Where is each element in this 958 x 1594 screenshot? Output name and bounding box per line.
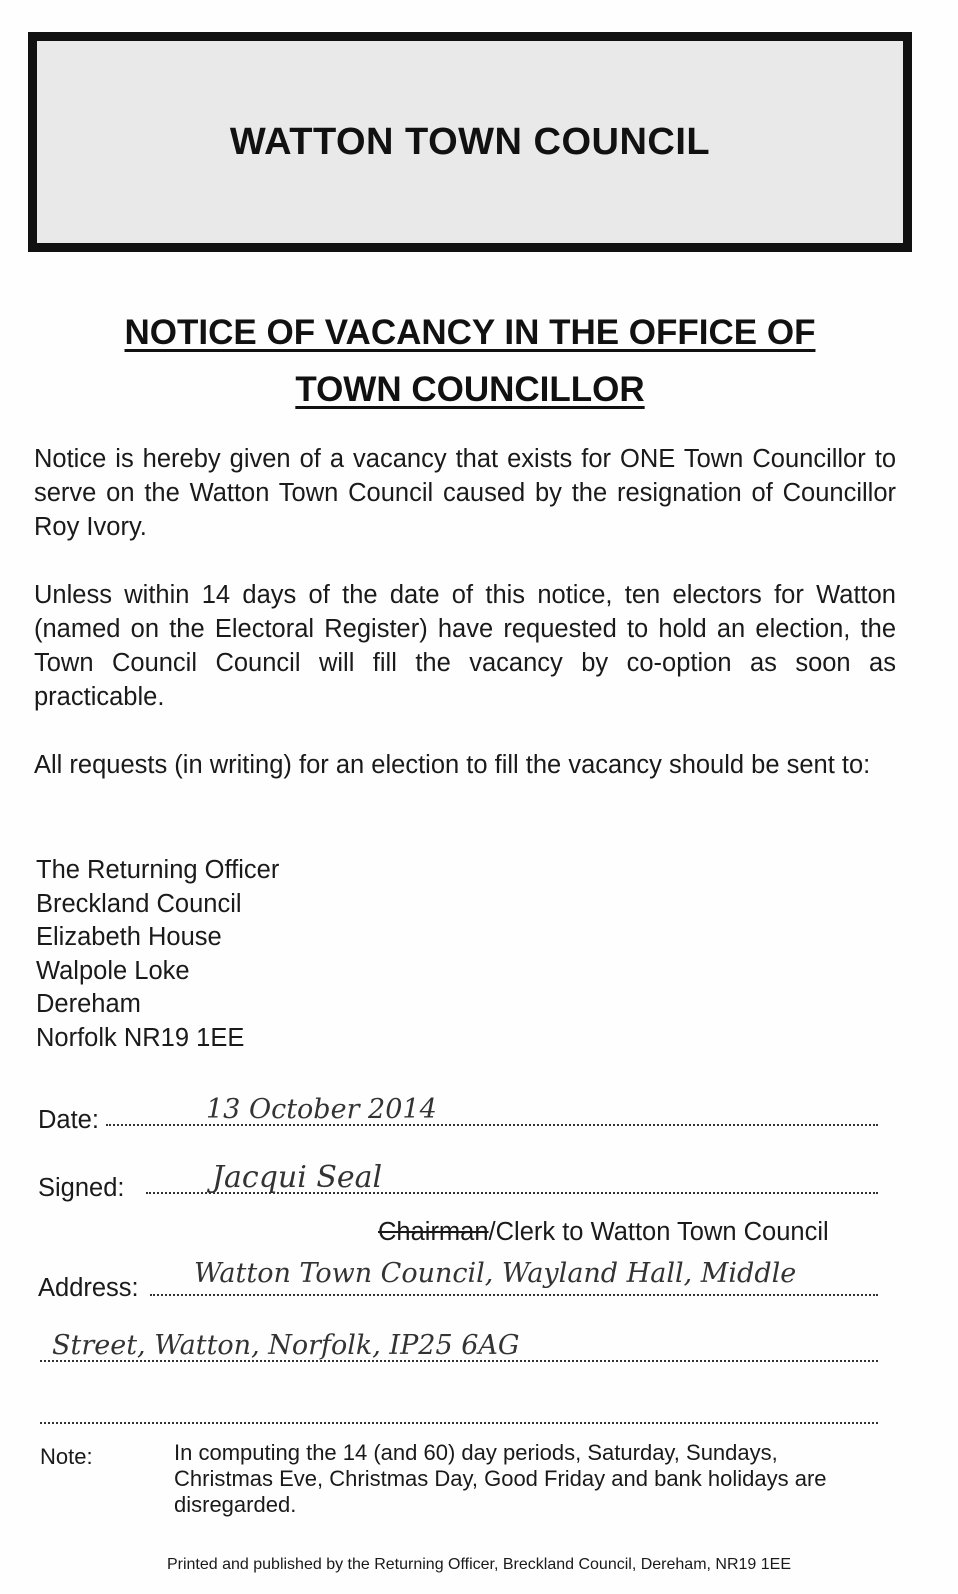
address-line: Dereham (36, 990, 141, 1018)
address-line: Elizabeth House (36, 923, 222, 951)
address-dotted-line-3 (40, 1422, 878, 1424)
address-line: Breckland Council (36, 889, 242, 918)
address-label: Address: (38, 1274, 139, 1302)
notice-title-line1: NOTICE OF VACANCY IN THE OFFICE OF (124, 313, 816, 352)
header-box (28, 32, 912, 252)
address-line: The Returning Officer (36, 856, 280, 884)
role-clerk: /Clerk to Watton Town Council (488, 1218, 829, 1246)
notice-title (60, 304, 880, 418)
signature-handwritten: Jacqui Seal (212, 1160, 383, 1195)
note-label: Note: (40, 1444, 93, 1469)
paragraph-election-request: Unless within 14 days of the date of this notice, ten electors for Watton (named on the Electoral Register) have requested to hold an election, the Town Council Council will fill the vacancy by co-option as soon as practicable. (34, 581, 896, 711)
paragraph-vacancy: Notice is hereby given of a vacancy that exists for ONE Town Councillor to serve on the Watton Town Council caused by the resignation of Councillor Roy Ivory. (34, 445, 896, 541)
returning-officer-address (36, 854, 279, 1055)
role-struck-chairman: Chairman (378, 1218, 489, 1246)
address-line: Norfolk NR19 1EE (36, 1023, 245, 1052)
notice-title-line2: TOWN COUNCILLOR (295, 370, 645, 409)
paragraph-send-to: All requests (in writing) for an election to fill the vacancy should be sent to: (34, 751, 871, 779)
note-text: In computing the 14 (and 60) day periods, Saturday, Sundays, Christmas Eve, Christmas Day, Good Friday and bank holidays are disregarded. (174, 1440, 827, 1517)
address-dotted-line-1 (150, 1294, 878, 1296)
address-handwritten-line1: Watton Town Council, Wayland Hall, Middle (194, 1258, 797, 1289)
address-handwritten-line2: Street, Watton, Norfolk, IP25 6AG (52, 1330, 520, 1361)
signed-label: Signed: (38, 1174, 125, 1202)
council-title: WATTON TOWN COUNCIL (229, 120, 711, 163)
date-handwritten: 13 October 2014 (206, 1094, 437, 1125)
footer-imprint: Printed and published by the Returning Officer, Breckland Council, Dereham, NR19 1EE (166, 1556, 792, 1573)
signatory-role (378, 1218, 829, 1247)
date-label: Date: (38, 1106, 99, 1134)
address-line: Walpole Loke (36, 956, 190, 985)
